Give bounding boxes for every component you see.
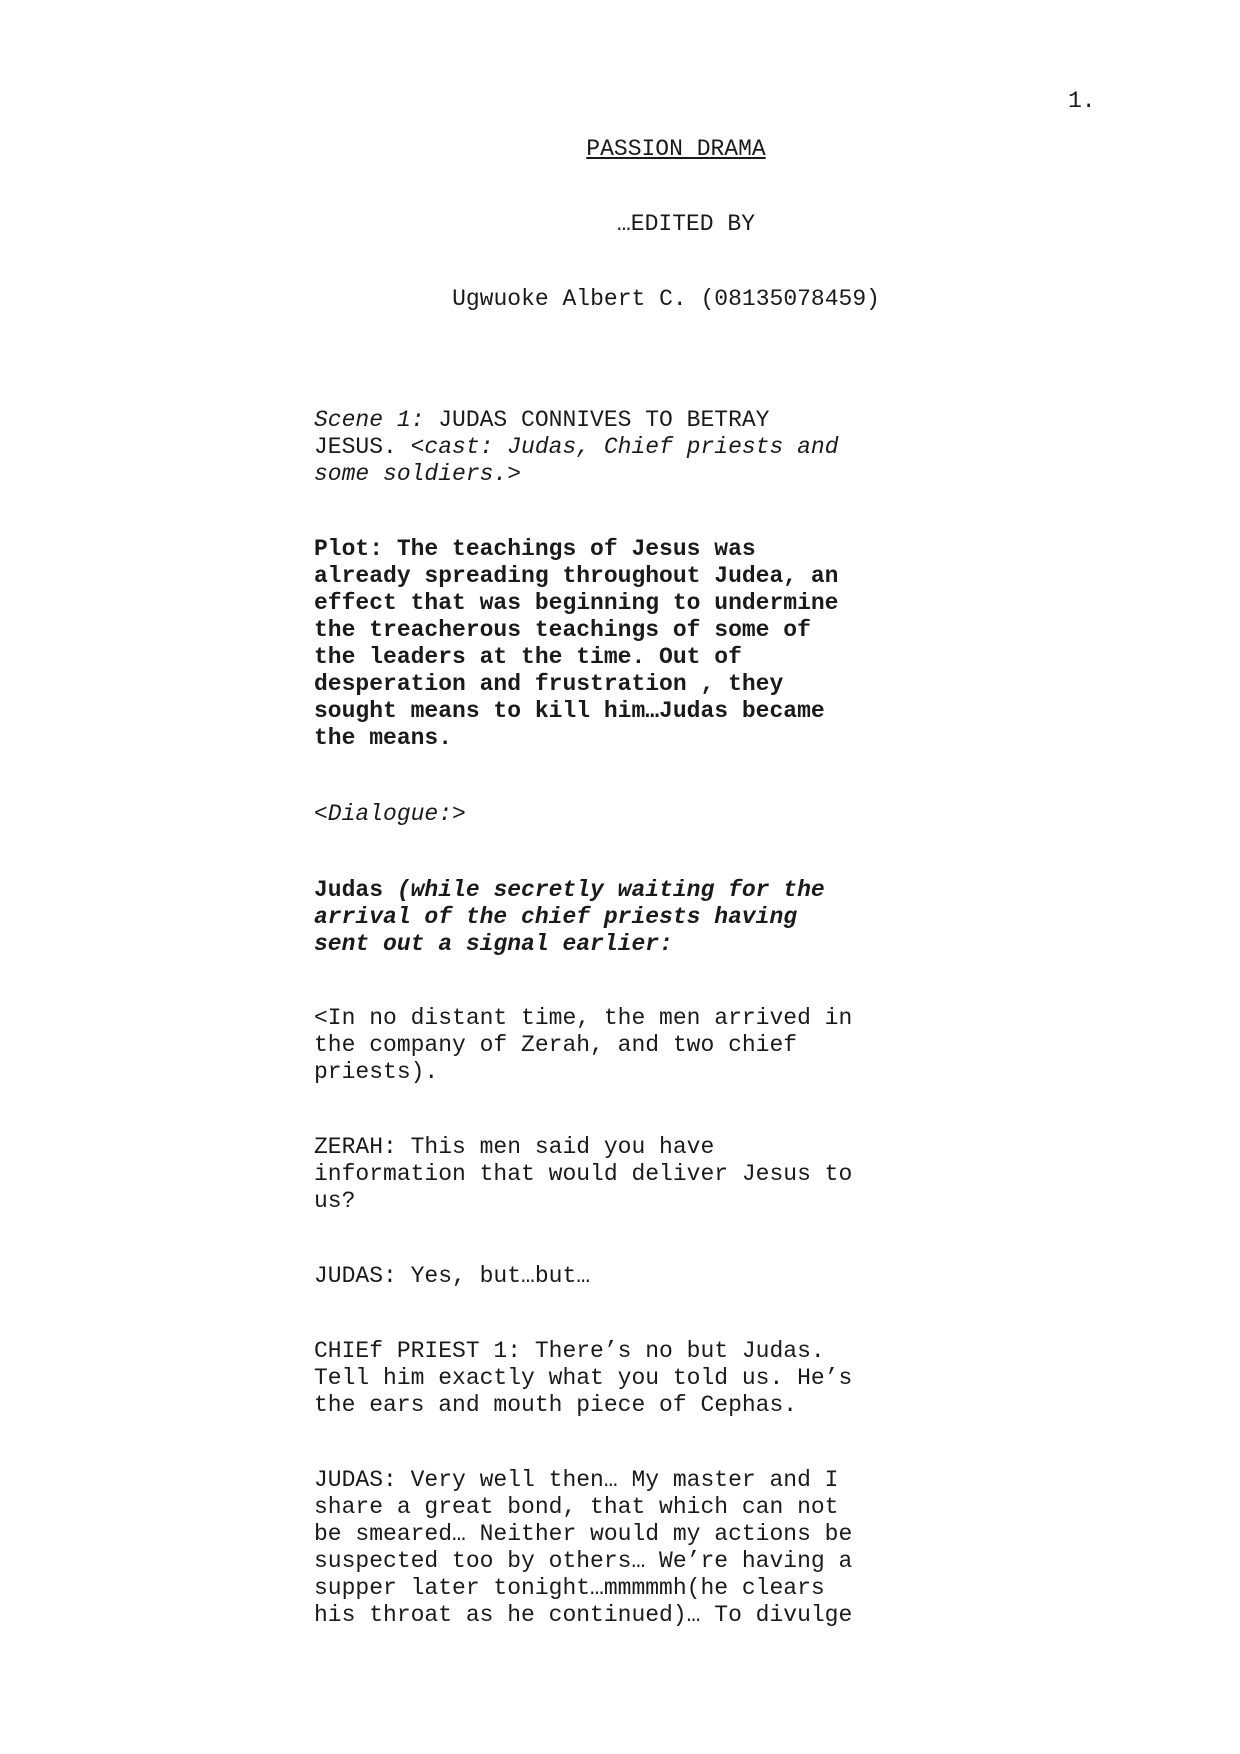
stage-note-line: priests).: [314, 1059, 439, 1085]
dialogue-line: his throat as he continued)… To divulge: [314, 1602, 853, 1628]
dialogue-line: be smeared… Neither would my actions be: [314, 1521, 853, 1547]
dialogue-line: suspected too by others… We’re having a: [314, 1548, 853, 1574]
stage-note-line: <In no distant time, the men arrived in: [314, 1005, 853, 1031]
judas-direction: [314, 877, 914, 958]
plot-line: sought means to kill him…Judas became: [314, 698, 825, 724]
judas-dialogue-1: [314, 1263, 914, 1290]
plot-line: the means.: [314, 725, 453, 751]
chief-priest-dialogue: [314, 1338, 914, 1419]
scene-heading: [314, 407, 914, 488]
document-title: PASSION DRAMA: [586, 136, 766, 162]
dialogue-line: CHIEf PRIEST 1: There’s no but Judas.: [314, 1338, 825, 1364]
dialogue-line: JUDAS: Yes, but…but…: [314, 1263, 591, 1289]
dialogue-line: information that would deliver Jesus to: [314, 1161, 853, 1187]
plot-line: Plot: The teachings of Jesus was: [314, 536, 756, 562]
scene-title-line1: JUDAS CONNIVES TO BETRAY: [424, 407, 770, 433]
direction-line: (while secretly waiting for the: [396, 877, 825, 903]
page-number: 1.: [1068, 88, 1096, 114]
dialogue-line: ZERAH: This men said you have: [314, 1134, 715, 1160]
scene-title-line2: JESUS.: [314, 434, 411, 460]
dialogue-label: <Dialogue:>: [314, 801, 466, 827]
edited-by-line: …EDITED BY: [616, 211, 756, 237]
character-name: Judas: [314, 877, 397, 903]
dialogue-line: JUDAS: Very well then… My master and I: [314, 1467, 839, 1493]
dialogue-line: us?: [314, 1188, 356, 1214]
scene-cast-line1: <cast: Judas, Chief priests and: [410, 434, 839, 460]
zerah-dialogue: [314, 1134, 914, 1215]
plot-line: effect that was beginning to undermine: [314, 590, 839, 616]
plot-line: already spreading throughout Judea, an: [314, 563, 839, 589]
judas-dialogue-2: [314, 1467, 914, 1629]
direction-line: arrival of the chief priests having: [314, 904, 798, 930]
dialogue-line: Tell him exactly what you told us. He’s: [314, 1365, 853, 1391]
dialogue-line: supper later tonight…mmmmmh(he clears: [314, 1575, 825, 1601]
dialogue-line: share a great bond, that which can not: [314, 1494, 839, 1520]
author-line: Ugwuoke Albert C. (08135078459): [452, 286, 880, 312]
stage-note-line: the company of Zerah, and two chief: [314, 1032, 798, 1058]
scene-label: Scene 1:: [314, 407, 425, 433]
plot-line: the treacherous teachings of some of: [314, 617, 811, 643]
direction-line: sent out a signal earlier:: [314, 931, 673, 957]
plot-paragraph: [314, 536, 914, 752]
plot-line: the leaders at the time. Out of: [314, 644, 742, 670]
scene-cast-line2: some soldiers.>: [314, 461, 522, 487]
dialogue-line: the ears and mouth piece of Cephas.: [314, 1392, 798, 1418]
plot-line: desperation and frustration , they: [314, 671, 784, 697]
stage-note: [314, 1005, 914, 1086]
